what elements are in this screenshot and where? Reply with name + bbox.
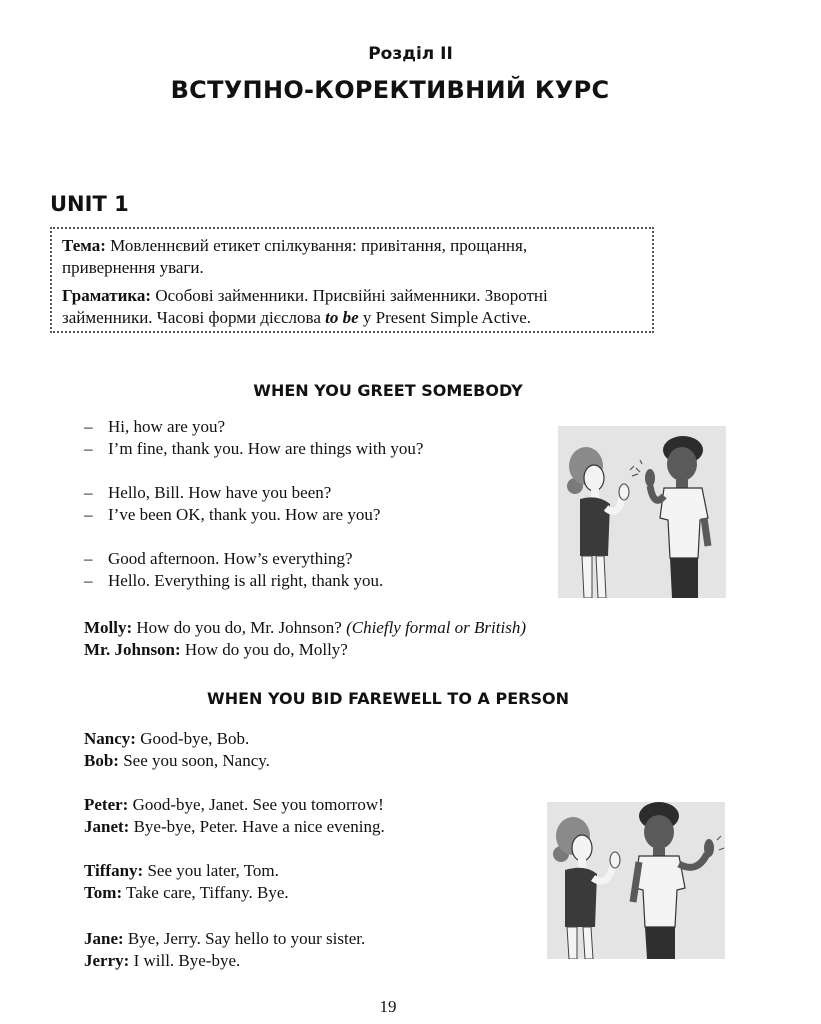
grammar-text-1: Особові займенники. Присвійні займенники. Зворотні [151,286,548,305]
dialog-text: Take care, Tiffany. Bye. [122,883,289,902]
dialog-text: Good-bye, Janet. See you tomorrow! [128,795,384,814]
dialog-line [84,882,289,904]
dialog-text: Bye-bye, Peter. Have a nice evening. [129,817,385,836]
speaker-name: Jerry: [84,951,130,970]
greet-line [84,438,423,460]
grammar-label: Граматика: [62,286,152,305]
farewell-illustration [547,802,725,959]
topic-text-1: Мовленнєвий етикет спілкування: привітання, прощання, [105,236,528,255]
grammar-text-2c: у Present Simple Active. [358,308,531,327]
two-people-greeting-icon [558,426,726,598]
speaker-name: Janet: [84,817,130,836]
two-people-waving-icon [547,802,725,959]
dialog-line [84,928,365,950]
speaker-name: Tiffany: [84,861,144,880]
greet-line [84,504,380,526]
speaker-name: Mr. Johnson: [84,640,181,659]
dash: – [84,505,93,524]
dialog-text: See you later, Tom. [143,861,279,880]
greet-line-text: I’m fine, thank you. How are things with you? [108,439,424,458]
dialog-text: I will. Bye-bye. [129,951,241,970]
grammar-text-2a: займенники. Часові форми дієслова [62,308,326,327]
dash: – [84,571,93,590]
dialog-line [84,950,240,972]
dialog-text: Good-bye, Bob. [135,729,250,748]
greet-line [84,416,225,438]
greet-line [84,482,331,504]
speaker-name: Jane: [84,929,124,948]
dialog-text: See you soon, Nancy. [118,751,270,770]
greet-heading: WHEN YOU GREET SOMEBODY [253,381,523,400]
dialog-line [84,617,526,639]
dialog-line [84,728,249,750]
grammar-to-be: to be [325,308,359,327]
topic-text-2: привернення уваги. [62,258,204,277]
dialog-line [84,639,348,661]
topic-label: Тема: [62,236,106,255]
greet-line-text: Hello. Everything is all right, thank you. [108,571,384,590]
speaker-name: Tom: [84,883,123,902]
dialog-line [84,860,279,882]
speaker-name: Bob: [84,751,119,770]
speaker-name: Molly: [84,618,133,637]
greet-line-text: Good afternoon. How’s everything? [108,549,353,568]
greeting-illustration [558,426,726,598]
topic-paragraph [62,235,642,279]
dialog-text: Bye, Jerry. Say hello to your sister. [123,929,366,948]
greet-line-text: Hi, how are you? [108,417,226,436]
dash: – [84,549,93,568]
dialog-line [84,794,384,816]
page-number: 19 [379,997,397,1016]
speaker-name: Peter: [84,795,129,814]
grammar-paragraph [62,285,642,329]
dialog-text: How do you do, Molly? [180,640,348,659]
farewell-heading: WHEN YOU BID FAREWELL TO A PERSON [207,689,569,708]
greet-line-text: I’ve been OK, thank you. How are you? [108,505,381,524]
greet-line-text: Hello, Bill. How have you been? [108,483,332,502]
dialog-line [84,750,270,772]
dash: – [84,417,93,436]
speaker-name: Nancy: [84,729,136,748]
dialog-text: How do you do, Mr. Johnson? [132,618,347,637]
dash: – [84,439,93,458]
topic-grammar-box [50,227,654,333]
unit-title: UNIT 1 [50,192,129,216]
dash: – [84,483,93,502]
section-label: Розділ II [368,44,453,64]
greet-line [84,570,383,592]
dialog-note: (Chiefly formal or British) [346,618,526,637]
dialog-line [84,816,385,838]
greet-line [84,548,353,570]
section-title: ВСТУПНО-КОРЕКТИВНИЙ КУРС [170,76,610,104]
